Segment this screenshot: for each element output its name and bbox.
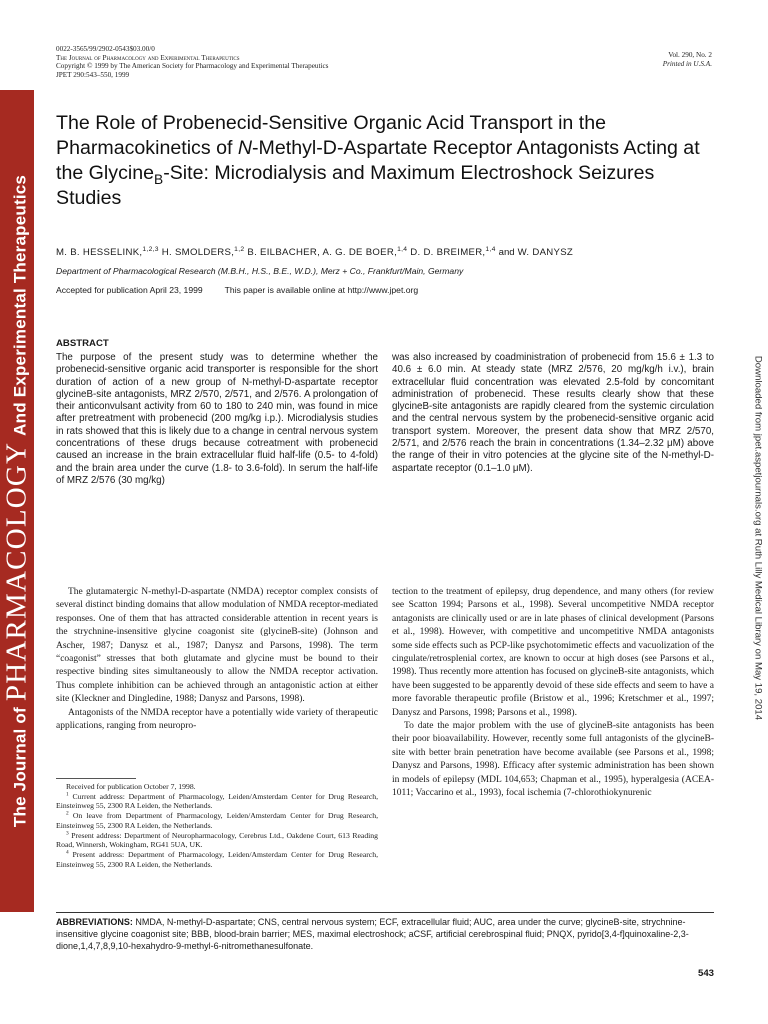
footnotes xyxy=(56,782,378,870)
accepted-date: Accepted for publication April 23, 1999 xyxy=(56,285,203,295)
abstract-heading: ABSTRACT xyxy=(56,338,109,349)
author-1-sup: 1,2,3 xyxy=(142,245,159,253)
title-d: D xyxy=(322,137,337,159)
author-5: W. DANYSZ xyxy=(517,247,574,258)
author-2-sup: 1,2 xyxy=(234,245,245,253)
header-line-journal: The Journal of Pharmacology and Experimental Therapeutics xyxy=(56,53,240,62)
author-4-sup: 1,4 xyxy=(485,245,496,253)
author-4: D. D. BREIMER, xyxy=(410,247,486,258)
abstract-left-column: The purpose of the present study was to determine whether the probenecid-sensitive organic acid transporter is responsible for the short duration of action of a new group of N-methyl-D-aspartate receptor glycineB-site antagonists, MRZ 2/570, 2/571, and 2/576. A prolongation of their anticonvulsant activity from 60 to 180 to 240 min, was found in mice after pretreatment with probenecid (200 mg/kg i.p.). Microdialysis studies in rats showed that this is likely due to a change in central nervous system concentrations of these drugs because cotreatment with probenecid caused an increase in the brain extracellular fluid half-life (0.5- to 4-fold) and the brain area under the curve (1.8- to 3.6-fold). In serum the half-life of MRZ 2/576 (30 mg/kg) xyxy=(56,352,378,486)
issue-info xyxy=(512,51,712,68)
footnote-2: $^2$ On leave from Department of Pharmacology, Leiden/Amsterdam Center for Drug Research, Einsteinweg 55, 2300 RA Leiden, the Netherlands. xyxy=(56,810,378,830)
banner-part-2: PHARMACOLOGY xyxy=(0,441,33,702)
download-note: Downloaded from jpet.aspetjournals.org at Ruth Lilly Medical Library on May 19, 2014 xyxy=(752,355,764,721)
volume-label: Vol. 290, No. 2 xyxy=(668,51,712,59)
affiliation: Department of Pharmacological Research (M.B.H., H.S., B.E., W.D.), Merz + Co., Frankfurt/Main, Germany xyxy=(56,266,464,276)
abbreviations-text: NMDA, N-methyl-D-aspartate; CNS, central nervous system; ECF, extracellular fluid; AUC, area under the curve; glycineB-site, strychnine-insensitive glycine coagonist site; BBB, blood-brain barrier; MES, maximal electroshock; aCSF, artificial cerebrospinal fluid; PNQX, pyrido[3,4-f]quinoxaline-2,3-dione,1,4,7,8,9,10-hexahydro-9-methyl-6-nitromethanesulfonate. xyxy=(56,917,689,951)
banner-part-1: The Journal of xyxy=(10,707,30,828)
author-3-sup: 1,4 xyxy=(397,245,408,253)
header-line-citation: JPET 290:543–550, 1999 xyxy=(56,70,130,79)
banner-part-3: And Experimental Therapeutics xyxy=(10,174,30,436)
footnote-1: $^1$ Current address: Department of Pharmacology, Leiden/Amsterdam Center for Drug Research, Einsteinweg 55, 2300 RA Leiden, the Netherlands. xyxy=(56,791,379,811)
journal-banner xyxy=(0,90,34,912)
abbreviations-rule xyxy=(56,912,714,913)
body-right-column xyxy=(392,586,714,801)
abbreviations-label: ABBREVIATIONS: xyxy=(56,917,133,927)
abbreviations xyxy=(56,917,714,952)
header-line-copyright: Copyright © 1999 by The American Society for Pharmacology and Experimental Therapeutics xyxy=(56,62,329,71)
publication-info xyxy=(56,285,716,295)
article-title xyxy=(56,111,706,211)
abstract-right-column: was also increased by coadministration of probenecid from 15.6 ± 1.3 to 40.6 ± 6.0 min. At steady state (MRZ 2/576, 20 mg/kg/h i.v.), brain extracellular fluid concentration was elevated 2.5-fold by concomitant administration of probenecid. These results clearly show that these glycineB-site antagonists are rapidly cleared from the systemic circulation and the central nervous system by the probenecid-sensitive organic acid transport system. Moreover, the present data show that MRZ 2/570, 2/571, and 2/576 reach the brain in concentrations (1.34–2.32 μM) above the range of their in vitro potencies at the glycine site of the N-methyl-D-aspartate receptor (0.1–1.0 μM). xyxy=(392,352,714,474)
body-paragraph: Antagonists of the NMDA receptor have a potentially wide variety of therapeutic applications, ranging from neuropro- xyxy=(56,707,378,732)
footnote-3: $^3$ Present address: Department of Neuropharmacology, Cerebrus Ltd., Oakdene Court, 613 Reading Road, Winnersh, Wokingham, RG41 5UA, UK. xyxy=(56,830,378,850)
header-line-doi: 0022-3565/99/2902-0543$03.00/0 xyxy=(56,45,155,53)
title-part-3: -Aspartate Receptor Antagonists Acting at the Glycine xyxy=(56,137,700,184)
printed-label: Printed in U.S.A. xyxy=(662,59,712,68)
footnote-received: Received for publication October 7, 1998. xyxy=(66,782,196,791)
running-header xyxy=(56,45,476,79)
footnote-rule xyxy=(56,778,136,779)
page-number: 543 xyxy=(697,968,714,979)
body-paragraph: tection to the treatment of epilepsy, drug dependence, and many others (for review see Scatton 1994; Parsons et al., 1998). Several uncompetitive NMDA receptor antagonists are clinically used or are in late phases of clinical development (Parsons et al., 1998). However, with competitive and uncompetitive NMDA antagonists some side effects such as PCP-like psychotomimetic effects and vacuolization of the cingulate/retrosplenial cortex, are known to occur at high doses (see Parsons et al., 1998). Thus recently more attention has focused on glycineB-site antagonists, which have been suggested to be apparently devoid of these side effects and seem to have a more favorable therapeutic profile (Bristow et al., 1996; Kretschmer et al., 1997; Danysz and Parsons, 1998; Parsons et al., 1998). xyxy=(392,587,714,718)
footnote-4: $^4$ Present address: Department of Pharmacology, Leiden/Amsterdam Center for Drug Research, Einsteinweg 55, 2300 RA Leiden, the Netherlands. xyxy=(56,849,378,869)
title-part-4: -Site: Microdialysis and Maximum Electroshock Seizures Studies xyxy=(56,162,655,209)
title-part-2: -Methyl- xyxy=(252,137,323,159)
authors-and: and xyxy=(498,247,515,258)
body-paragraph: To date the major problem with the use of glycineB-site antagonists has been their poor bioavailability. However, recently some full antagonists of the glycineB-site with better brain penetration have become available (see Parsons et al., 1998; Danysz and Parsons, 1998). Efficacy after systemic administration has been shown in models of epilepsy (MDL 104,653; Chapman et al., 1995), hyperalgesia (ACEA-1011; Vaccarino et al., 1993), focal ischemia (7-chlorothiokynurenic xyxy=(392,721,714,799)
title-n: N xyxy=(237,137,253,159)
body-paragraph: The glutamatergic N-methyl-D-aspartate (NMDA) receptor complex consists of several distinct binding domains that allow modulation of NMDA receptor-mediated responses. One of them that has attracted considerable attention in recent years is the strychnine-insensitive glycine coagonist site (glycineB-site) (Johnson and Ascher, 1987; Danysz et al., 1987; Danysz and Parsons, 1998). The term “coagonist” stresses that both glutamate and glycine must be bound to their respective binding sites simultaneously to allow the NMDA receptor activation. Thus complete inhibition can be achieved through an antagonistic action at either site (Kleckner and Dingledine, 1988; Danysz and Parsons, 1998). xyxy=(56,587,378,705)
journal-banner-text xyxy=(1,175,34,827)
title-part-1: The Role of Probenecid-Sensitive Organic Acid Transport in the Pharmacokinetics of xyxy=(56,112,607,159)
body-left-column xyxy=(56,586,378,733)
title-sub: B xyxy=(154,171,164,187)
author-2: H. SMOLDERS, xyxy=(161,247,235,258)
online-note: This paper is available online at http://www.jpet.org xyxy=(224,285,419,295)
author-list xyxy=(56,247,716,258)
author-1: M. B. HESSELINK, xyxy=(56,247,143,258)
author-3: B. EILBACHER, A. G. DE BOER, xyxy=(247,247,398,258)
